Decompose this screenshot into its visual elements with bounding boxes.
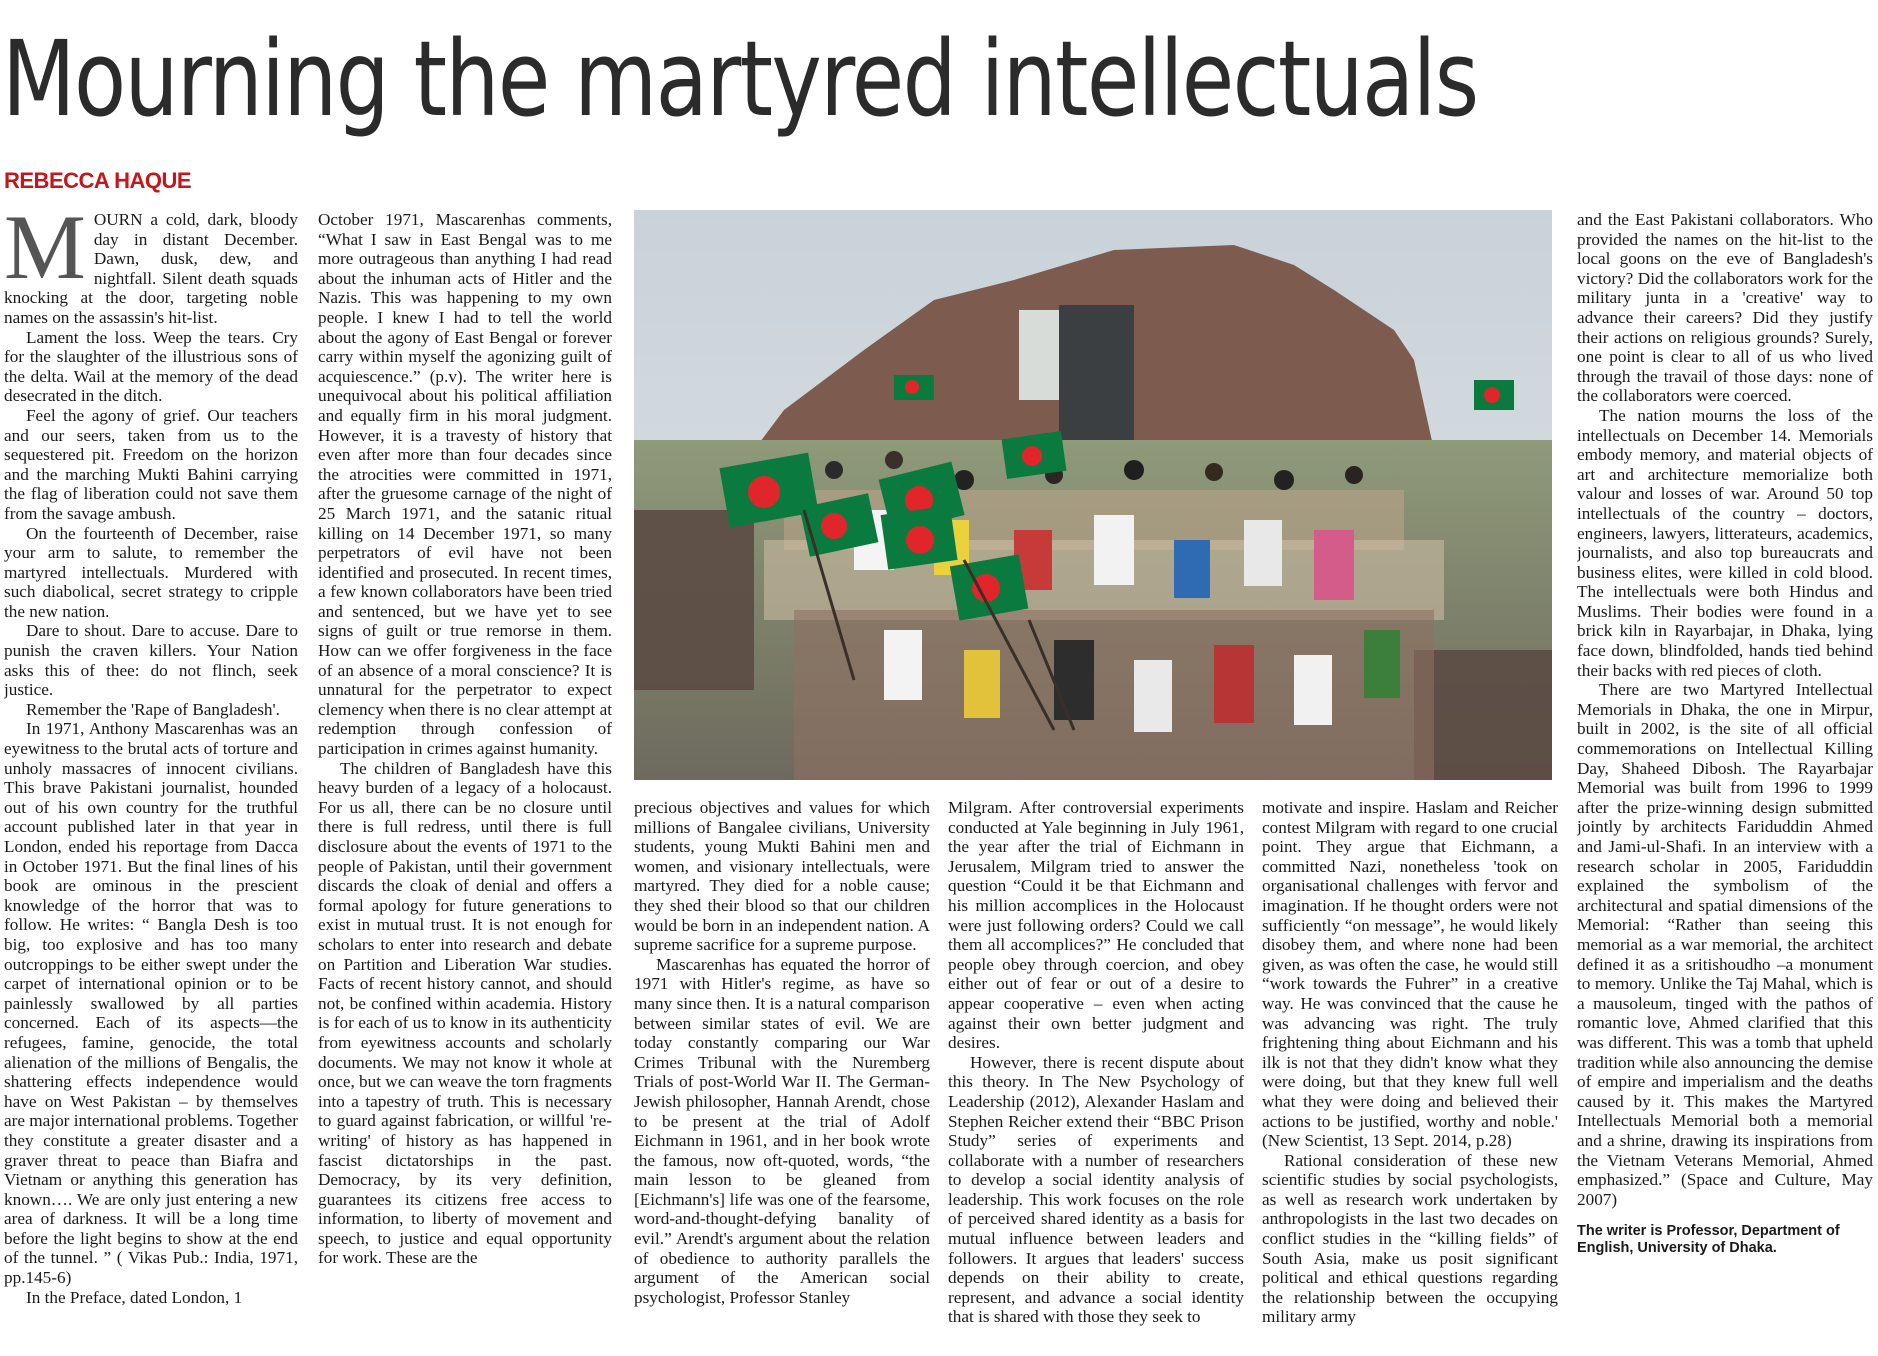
- column-1: [4, 210, 298, 1356]
- column-3: [634, 798, 930, 1356]
- paragraph: However, there is recent dispute about this theory. In The New Psychology of Leadership (2012), Alexander Haslam and Stephen Reicher extend their “BBC Prison Study” series of experiments and collaborate with a number of researchers to develop a social identity analysis of leadership. This work focuses on the role of perceived shared identity as a basis for mutual influence between leaders and followers. It argues that leaders' success depends on their ability to create, represent, and advance a social identity that is shared with those they seek to: [948, 1052, 1244, 1327]
- photo-illustration: [634, 210, 1552, 780]
- paragraph: There are two Martyred Intellectual Memorials in Dhaka, the one in Mirpur, built in 2002, is the site of all official commemorations on Intellectual Killing Day, Shaheed Dibosh. The Rayarbajar Memorial was built from 1996 to 1999 after the prize-winning design submitted jointly by architects Fariduddin Ahmed and Jami-ul-Shafi. In an interview with a research scholar in 2005, Fariduddin explained the symbolism of the architectural and spatial dimensions of the Memorial: “Rather than seeing this memorial as a war memorial, the architect defined it as a sritishoudho –a monument to memory. Unlike the Taj Mahal, which is a mausoleum, tinged with the pathos of romantic love, Ahmed clarified that this was different. This was a tomb that upheld tradition while also announcing the demise of empire and imperialism and the deaths caused by it. This makes the Martyred Intellectuals Memorial both a memorial and a shrine, drawing its inspirations from the Vietnam Veterans Memorial, Ahmed emphasized.” (Space and Culture, May 2007): [1577, 680, 1873, 1209]
- paragraph: The nation mourns the loss of the intellectuals on December 14. Memorials embody memory, and material objects of art and architecture memorialize both valour and losses of war. Around 50 top intellectuals of the country – doctors, engineers, lawyers, litterateurs, academics, journalists, and also top bureaucrats and business elites, were killed in cold blood. The intellectuals were both Hindus and Muslims. Their bodies were found in a brick kiln in Rayarbajar, in Dhaka, lying face down, blindfolded, hands tied behind their backs with red pieces of cloth.: [1577, 405, 1873, 680]
- drop-cap: M: [4, 210, 86, 298]
- column-4: [948, 798, 1244, 1356]
- column-5: [1262, 798, 1558, 1356]
- paragraph: Lament the loss. Weep the tears. Cry for the slaughter of the illustrious sons of the delta. Wail at the memory of the dead desecrated in the ditch.: [4, 327, 298, 406]
- paragraph: Remember the 'Rape of Bangladesh'.: [26, 699, 280, 719]
- paragraph: October 1971, Mascarenhas comments, “What I saw in East Bengal was to me more outrageous than anything I had read about the inhuman acts of Hitler and the Nazis. This was happening to my own people. I knew I had to tell the world about the agony of East Bengal or forever carry within myself the agonizing guilt of acquiescence.” (p.v). The writer here is unequivocal about his political affiliation and equally firm in his moral judgment. However, it is a travesty of history that even after more than four decades since the atrocities were committed in 1971, after the gruesome carnage of the night of 25 March 1971, and the satanic ritual killing on 14 December 1971, so many perpetrators of evil have not been identified and prosecuted. In recent times, a few known collaborators have been tried and sentenced, but we have yet to see signs of guilt or true remorse in them. How can we offer forgiveness in the face of an absence of a moral conscience? It is unnatural for the perpetrator to expect clemency when there is no clear attempt at redemption through confession of participation in crimes against humanity.: [318, 210, 612, 759]
- column-2: [318, 210, 612, 1356]
- paragraph: In 1971, Anthony Mascarenhas was an eyewitness to the brutal acts of torture and unholy massacres of innocent civilians. This brave Pakistani journalist, hounded out of his own country for the truthful account published later in that year in London, ended his reportage from Dacca in October 1971. But the final lines of his book are ominous in the prescient knowledge of the horror that was to follow. He writes: “ Bangla Desh is too big, too explosive and has too many outcroppings to be either swept under the carpet of international opinion or to be painlessly swallowed by all parties concerned. Each of its aspects—the refugees, famine, genocide, the total alienation of the millions of Bengalis, the shattering effects independence would have on West Pakistan – by themselves are major international problems. Together they constitute a greater disaster and a graver threat to peace than Biafra and Vietnam or anything this generation has known…. We are only just entering a new area of darkness. It will be a long time before the light begins to show at the end of the tunnel. ” ( Vikas Pub.: India, 1971, pp.145-6): [4, 719, 298, 1288]
- memorial-crowd-photo: [634, 210, 1552, 780]
- paragraph: Milgram. After controversial experiments conducted at Yale beginning in July 1961, the year after the trial of Eichmann in Jerusalem, Milgram tried to answer the question “Could it be that Eichmann and his million accomplices in the Holocaust were just following orders? Could we call them all accomplices?” He concluded that people obey through coercion, and obey either out of fear or out of a desire to appear cooperative – even when acting against their own better judgment and desires.: [948, 798, 1244, 1053]
- column-6: [1577, 210, 1873, 1356]
- paragraph: Feel the agony of grief. Our teachers and our seers, taken from us to the sequestered pit. Freedom on the horizon and the marching Mukti Bahini carrying the flag of liberation could not save them from the savage ambush.: [4, 405, 298, 523]
- headline: Mourning the martyred intellectuals: [2, 18, 1478, 140]
- paragraph: Dare to shout. Dare to accuse. Dare to punish the craven killers. Your Nation asks this of thee: do not flinch, seek justice.: [4, 621, 298, 700]
- paragraph: motivate and inspire. Haslam and Reicher contest Milgram with regard to one crucial point. They argue that Eichmann, a committed Nazi, nonetheless 'took on organisational challenges with fervor and imagination. If he thought orders were not sufficiently “on message”, he would likely disobey them, and where none had been given, as was often the case, he would still “work towards the Fuhrer” in a creative way. He was convinced that the cause he was advancing was right. The truly frightening thing about Eichmann and his ilk is not that they didn't know what they were doing, but that they knew full well what they were doing and believed their actions to be justified, worthy and noble.' (New Scientist, 13 Sept. 2014, p.28): [1262, 798, 1558, 1151]
- paragraph: OURN a cold, dark, bloody day in distant December. Dawn, dusk, dew, and nightfall. Silent death squads knocking at the door, targeting noble names on the assassin's hit-list.: [4, 210, 298, 327]
- paragraph: precious objectives and values for which millions of Bangalee civilians, University students, young Mukti Bahini men and women, and visionary intellectuals, were martyred. They died for a noble cause; they shed their blood so that our children would be born in an independent nation. A supreme sacrifice for a supreme purpose.: [634, 798, 930, 955]
- paragraph: Rational consideration of these new scientific studies by social psychologists, as well as research work undertaken by anthropologists in the last two decades on conflict studies in the “killing fields” of South Asia, make us posit significant political and ethical questions regarding the relationship between the occupying military army: [1262, 1150, 1558, 1327]
- paragraph: Mascarenhas has equated the horror of 1971 with Hitler's regime, as have so many since then. It is a natural comparison between similar states of evil. We are today constantly comparing our War Crimes Tribunal with the Nuremberg Trials of post-World War II. The German-Jewish philosopher, Hannah Arendt, chose to be present at the trial of Adolf Eichmann in 1961, and in her book wrote the famous, now oft-quoted, words, “the main lesson to be gleaned from [Eichmann's] life was one of the fearsome, word-and-thought-defying banality of evil.” Arendt's argument about the relation of obedience to authority parallels the argument of the American social psychologist, Professor Stanley: [634, 954, 930, 1307]
- author-note: The writer is Professor, Department of English, University of Dhaka.: [1577, 1223, 1840, 1257]
- byline: REBECCA HAQUE: [4, 168, 192, 193]
- paragraph: On the fourteenth of December, raise your arm to salute, to remember the martyred intellectuals. Murdered with such diabolical, secret strategy to cripple the new nation.: [4, 523, 298, 621]
- paragraph: In the Preface, dated London, 1: [26, 1287, 243, 1307]
- paragraph: and the East Pakistani collaborators. Who provided the names on the hit-list to the local goons on the eve of Bangladesh's victory? Did the collaborators work for the military junta in a 'creative' way to advance their careers? Did they justify their actions on religious grounds? Surely, one point is clear to all of us who lived through the travail of those days: none of the collaborators were coerced.: [1577, 210, 1873, 406]
- paragraph: The children of Bangladesh have this heavy burden of a legacy of a holocaust. For us all, there can be no closure until there is full redress, until there is full disclosure about the events of 1971 to the people of Pakistan, until their government discards the cloak of denial and offers a formal apology for future generations to exist in mutual trust. It is not enough for scholars to enter into research and debate on Partition and Liberation War studies. Facts of recent history cannot, and should not, be confined within academia. History is for each of us to know in its authenticity from eyewitness accounts and scholarly documents. We may not know it whole at once, but we can weave the torn fragments into a tapestry of truth. This is necessary to guard against fabrication, or willful 're-writing' of history as has happened in fascist dictatorships in the past. Democracy, by its very definition, guarantees its citizens free access to information, to liberty of movement and speech, to justice and equal opportunity for work. These are the: [318, 758, 612, 1268]
